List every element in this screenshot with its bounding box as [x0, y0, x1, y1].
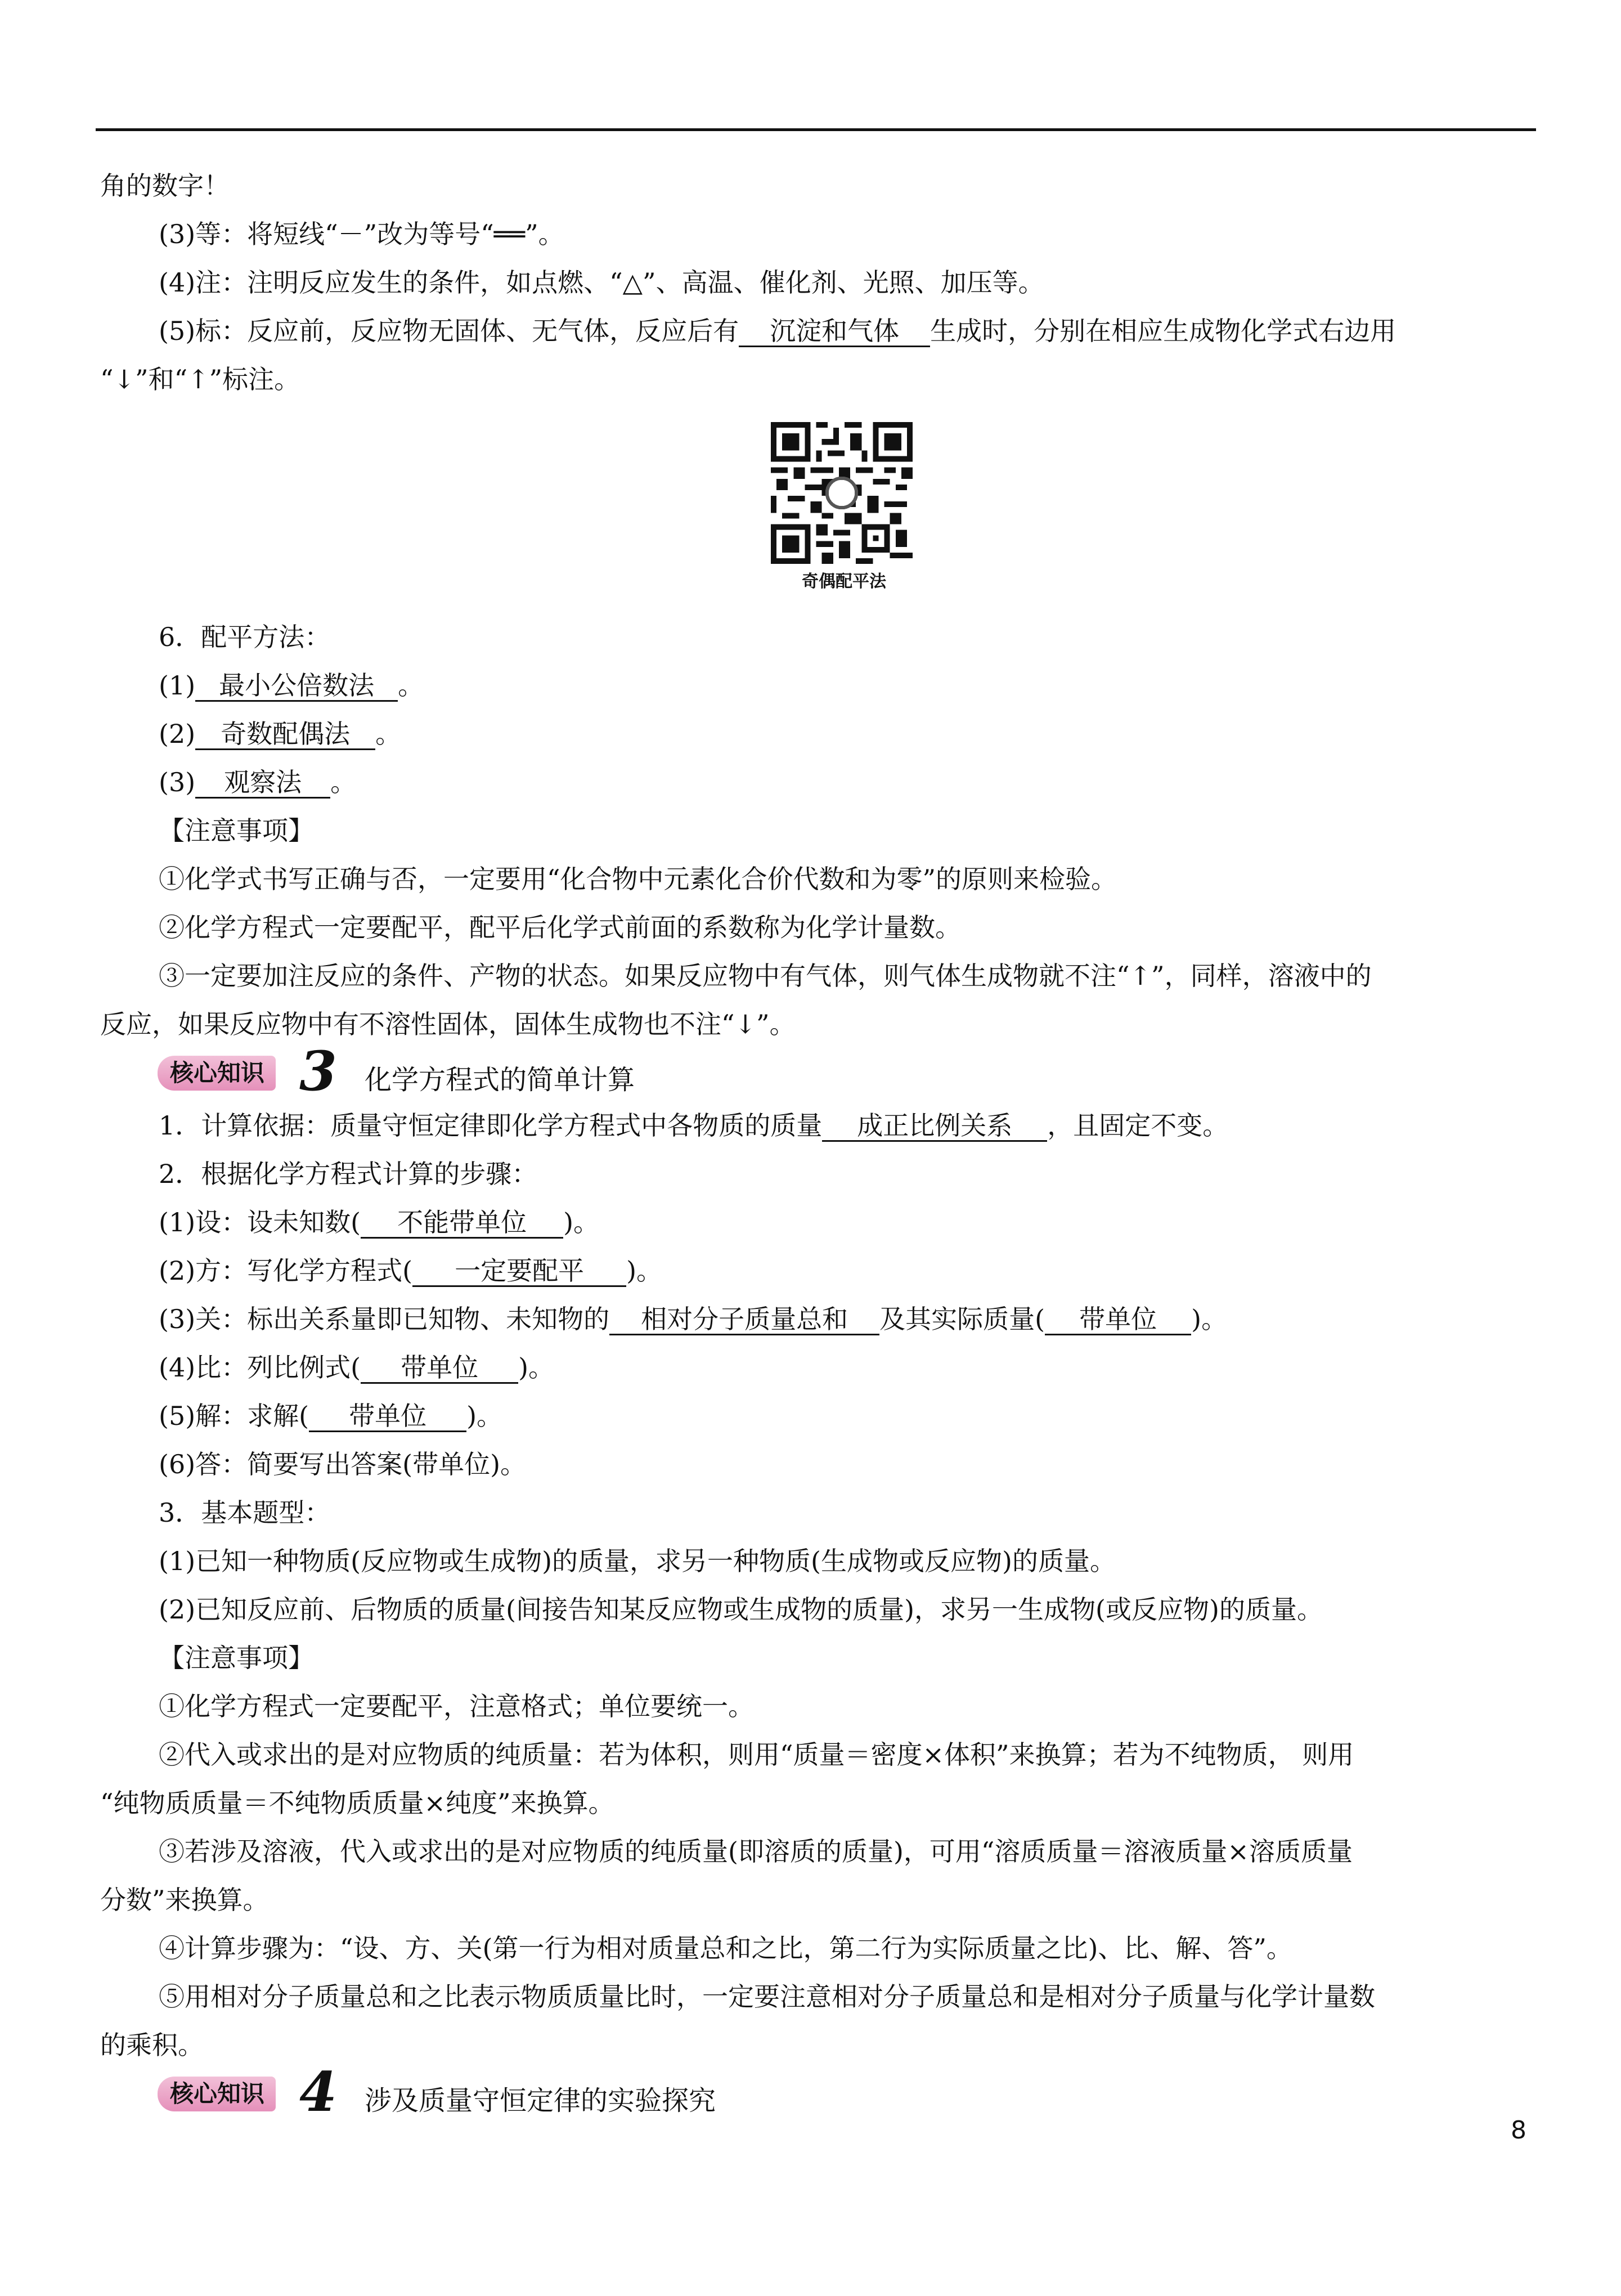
text-segment: (2)方：写化学方程式( [159, 1255, 413, 1286]
text-line: 分数”来换算。 [100, 1885, 269, 1915]
qr-caption: 奇偶配平法 [802, 572, 886, 591]
text-line: ②代入或求出的是对应物质的纯质量：若为体积，则用“质量＝密度×体积”来换算；若为不纯物质， 则用 [159, 1739, 1354, 1770]
answer-blank: 奇数配偶法 [195, 719, 375, 750]
text-line [159, 1351, 1599, 1384]
section-title: 化学方程式的简单计算 [365, 1064, 635, 1096]
text-line: ④计算步骤为：“设、方、关(第一行为相对质量总和之比，第二行为实际质量之比)、比、解、答”。 [159, 1933, 1292, 1963]
text-line: ①化学式书写正确与否，一定要用“化合物中元素化合价代数和为零”的原则来检验。 [159, 864, 1117, 894]
text-segment: (3)关：标出关系量即已知物、未知物的 [159, 1304, 610, 1334]
text-segment: (1) [159, 670, 196, 701]
text-line: 【注意事项】 [159, 1643, 314, 1673]
answer-blank: 最小公倍数法 [195, 671, 398, 702]
text-segment: (5)标：反应前，反应物无固体、无气体，反应后有 [159, 316, 739, 346]
text-segment: (4)比：列比例式( [159, 1352, 361, 1383]
text-line: ⑤用相对分子质量总和之比表示物质质量比时，一定要注意相对分子质量总和是相对分子质量与化学计量数 [159, 1981, 1375, 2012]
text-line: (4)注：注明反应发生的条件，如点燃、“△”、高温、催化剂、光照、加压等。 [159, 267, 1044, 298]
text-line: 6．配平方法： [159, 622, 331, 652]
header-rule [96, 128, 1536, 131]
text-line [159, 1109, 1599, 1142]
text-line: (3)等：将短线“－”改为等号“══”。 [159, 219, 564, 249]
answer-blank: 沉淀和气体 [739, 316, 930, 347]
text-line [159, 717, 1599, 751]
text-line: 反应，如果反应物中有不溶性固体，固体生成物也不注“↓”。 [100, 1009, 796, 1039]
text-line [159, 1254, 1599, 1288]
text-line [159, 765, 1599, 799]
text-segment: )。 [563, 1207, 600, 1237]
text-line: ②化学方程式一定要配平，配平后化学式前面的系数称为化学计量数。 [159, 912, 961, 943]
text-line: 【注意事项】 [159, 815, 314, 846]
section-number: 3 [299, 1039, 337, 1103]
text-segment: 1．计算依据：质量守恒定律即化学方程式中各物质的质量 [159, 1110, 823, 1141]
text-line: 3．基本题型： [159, 1497, 331, 1528]
text-segment: ，且固定不变。 [1047, 1110, 1229, 1141]
text-line: 角的数字！ [100, 171, 230, 201]
text-segment: 。 [375, 719, 402, 749]
section-number: 4 [299, 2060, 337, 2124]
section-title: 涉及质量守恒定律的实验探究 [365, 2085, 716, 2116]
text-segment: (5)解：求解( [159, 1401, 309, 1431]
answer-blank: 带单位 [309, 1401, 466, 1432]
answer-blank: 相对分子质量总和 [609, 1304, 879, 1335]
text-line [159, 669, 1599, 702]
text-line: ③一定要加注反应的条件、产物的状态。如果反应物中有气体，则气体生成物就不注“↑”，同样，溶液中的 [159, 961, 1372, 991]
section-badge: 核心知识 [158, 1056, 276, 1091]
text-line: 2．根据化学方程式计算的步骤： [159, 1159, 538, 1189]
text-segment: 及其实际质量( [879, 1304, 1045, 1334]
text-line: “纯物质质量＝不纯物质质量×纯度”来换算。 [100, 1788, 614, 1818]
text-line [159, 314, 1599, 348]
answer-blank: 一定要配平 [412, 1256, 626, 1287]
qr-code-icon [771, 422, 913, 564]
text-line: 的乘积。 [100, 2030, 204, 2060]
text-line: ③若涉及溶液，代入或求出的是对应物质的纯质量(即溶质的质量)，可用“溶质质量＝溶液质量×溶质质量 [159, 1836, 1353, 1867]
text-line: (6)答：简要写出答案(带单位)。 [159, 1449, 527, 1479]
text-segment: (3) [159, 767, 196, 797]
text-line [159, 1302, 1599, 1336]
answer-blank: 带单位 [361, 1353, 518, 1384]
text-line: ①化学方程式一定要配平，注意格式；单位要统一。 [159, 1691, 754, 1721]
text-segment: (2) [159, 719, 196, 749]
page-number: 8 [1511, 2116, 1526, 2145]
text-segment: 生成时，分别在相应生成物化学式右边用 [930, 316, 1397, 346]
text-line [159, 1399, 1599, 1433]
text-segment: )。 [626, 1255, 663, 1286]
text-segment: )。 [1191, 1304, 1228, 1334]
text-segment: )。 [466, 1401, 503, 1431]
text-segment: 。 [330, 767, 357, 797]
answer-blank: 带单位 [1045, 1304, 1191, 1335]
answer-blank: 成正比例关系 [822, 1111, 1047, 1142]
section-badge: 核心知识 [158, 2077, 276, 2111]
answer-blank: 不能带单位 [361, 1208, 563, 1239]
text-line [159, 1205, 1599, 1239]
text-segment: (1)设：设未知数( [159, 1207, 361, 1237]
answer-blank: 观察法 [195, 768, 330, 799]
text-line: (1)已知一种物质(反应物或生成物)的质量，求另一种物质(生成物或反应物)的质量。 [159, 1546, 1116, 1576]
text-line: (2)已知反应前、后物质的质量(间接告知某反应物或生成物的质量)，求另一生成物(或反应物)的质量。 [159, 1594, 1323, 1625]
text-segment: 。 [398, 670, 424, 701]
text-segment: )。 [518, 1352, 555, 1383]
text-line: “↓”和“↑”标注。 [100, 364, 300, 394]
